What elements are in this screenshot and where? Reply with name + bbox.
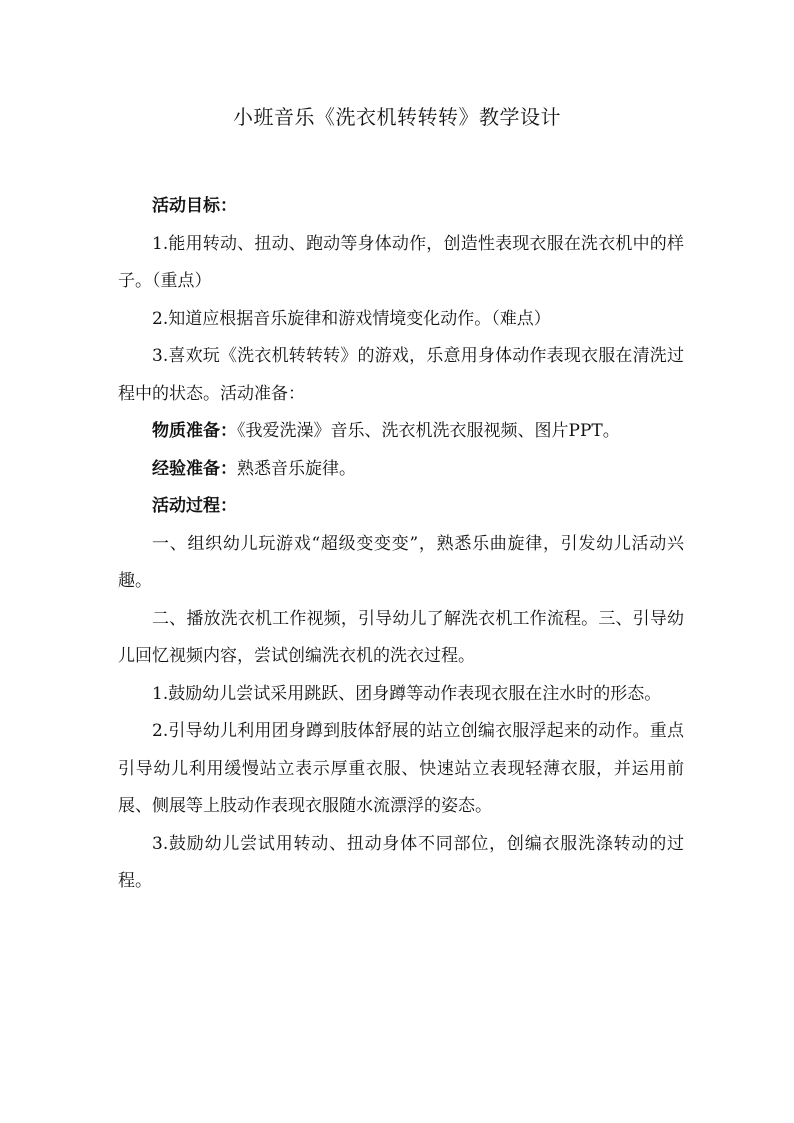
paragraph-text: 3.喜欢玩《洗衣机转转转》的游戏，乐意用身体动作表现衣服在清洗过程中的状态。活动准备： <box>118 346 684 404</box>
paragraph-substep-1 <box>118 676 684 714</box>
paragraph-goal-2 <box>118 301 684 339</box>
paragraph-step-1 <box>118 526 684 601</box>
paragraph-goal-1 <box>118 226 684 301</box>
section-label: 物质准备： <box>152 421 237 441</box>
paragraph-text: 3.鼓励幼儿尝试用转动、扭动身体不同部位，创编衣服洗涤转动的过程。 <box>118 833 684 891</box>
paragraph-experience-prep <box>118 451 684 489</box>
paragraph-step-2 <box>118 601 684 676</box>
paragraph-material-prep <box>118 413 684 451</box>
paragraph-text: 1.能用转动、扭动、跑动等身体动作，创造性表现衣服在洗衣机中的样子。（重点） <box>118 233 684 291</box>
paragraph-goal-3 <box>118 338 684 413</box>
paragraph-goals-heading <box>118 188 684 226</box>
paragraph-text: 1.鼓励幼儿尝试采用跳跃、团身蹲等动作表现衣服在注水时的形态。 <box>152 683 662 704</box>
paragraph-text: 二、播放洗衣机工作视频，引导幼儿了解洗衣机工作流程。三、引导幼儿回忆视频内容，尝试创编洗衣机的洗衣过程。 <box>118 608 684 666</box>
paragraph-process-heading <box>118 488 684 526</box>
section-label: 活动目标： <box>152 196 237 216</box>
paragraph-text: 2.引导幼儿利用团身蹲到肢体舒展的站立创编衣服浮起来的动作。重点引导幼儿利用缓慢站立表示厚重衣服、快速站立表现轻薄衣服，并运用前展、侧展等上肢动作表现衣服随水流漂浮的姿态。 <box>118 721 684 816</box>
paragraph-text: 一、组织幼儿玩游戏“超级变变变”，熟悉乐曲旋律，引发幼儿活动兴趣。 <box>118 533 684 591</box>
paragraph-text: 熟悉音乐旋律。 <box>237 458 356 479</box>
document-title: 小班音乐《洗衣机转转转》教学设计 <box>233 105 561 129</box>
paragraph-text: 2.知道应根据音乐旋律和游戏情境变化动作。（难点） <box>152 308 551 329</box>
paragraph-substep-2 <box>118 713 684 826</box>
paragraph-substep-3 <box>118 826 684 901</box>
section-label: 活动过程： <box>152 496 237 516</box>
paragraph-text: 《我爱洗澡》音乐、洗衣机洗衣服视频、图片PPT。 <box>237 421 620 441</box>
document-body <box>118 188 684 901</box>
section-label: 经验准备： <box>152 458 237 479</box>
